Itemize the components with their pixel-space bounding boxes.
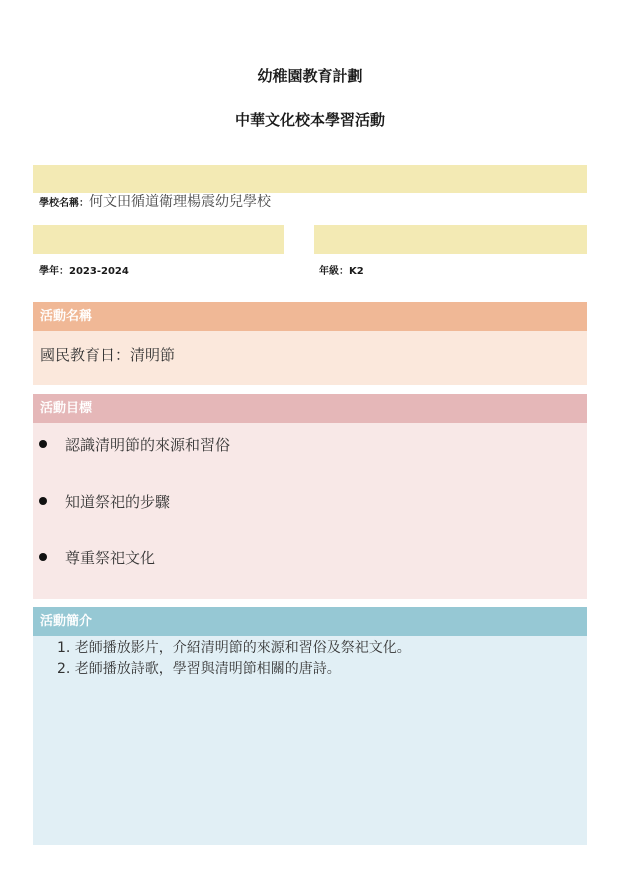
school-year-highlight bbox=[33, 225, 284, 254]
objective-item: 認識清明節的來源和習俗 bbox=[39, 434, 230, 455]
objective-item: 尊重祭祀文化 bbox=[39, 547, 155, 568]
page-subtitle: 中華文化校本學習活動 bbox=[234, 111, 385, 129]
intro-item: 1. 老師播放影片，介紹清明節的來源和習俗及祭祀文化。 bbox=[57, 640, 411, 656]
school-year-label: 學年： bbox=[39, 266, 69, 277]
objectives-body bbox=[33, 423, 587, 599]
bullet-icon bbox=[39, 553, 47, 561]
page-title: 幼稚園教育計劃 bbox=[257, 67, 363, 85]
school-name-field bbox=[39, 191, 271, 211]
grade-value: K2 bbox=[349, 266, 364, 277]
objectives-heading: 活動目標 bbox=[33, 394, 587, 423]
school-year-value: 2023-2024 bbox=[69, 266, 129, 277]
intro-item: 2. 老師播放詩歌，學習與清明節相關的唐詩。 bbox=[57, 661, 341, 677]
activity-name-heading: 活動名稱 bbox=[33, 302, 587, 331]
grade-label: 年級： bbox=[319, 266, 349, 277]
bullet-icon bbox=[39, 497, 47, 505]
school-year-field bbox=[39, 262, 129, 277]
objective-item: 知道祭祀的步驟 bbox=[39, 491, 170, 512]
intro-heading: 活動簡介 bbox=[33, 607, 587, 636]
school-name-label: 學校名稱： bbox=[39, 198, 89, 209]
school-name-value: 何文田循道衛理楊震幼兒學校 bbox=[89, 194, 271, 210]
bullet-icon bbox=[39, 440, 47, 448]
intro-body bbox=[33, 636, 587, 845]
activity-name-body bbox=[33, 331, 587, 385]
activity-name-value: 國民教育日：清明節 bbox=[40, 346, 176, 364]
grade-field bbox=[319, 262, 364, 277]
school-name-highlight bbox=[33, 165, 587, 193]
grade-highlight bbox=[314, 225, 587, 254]
